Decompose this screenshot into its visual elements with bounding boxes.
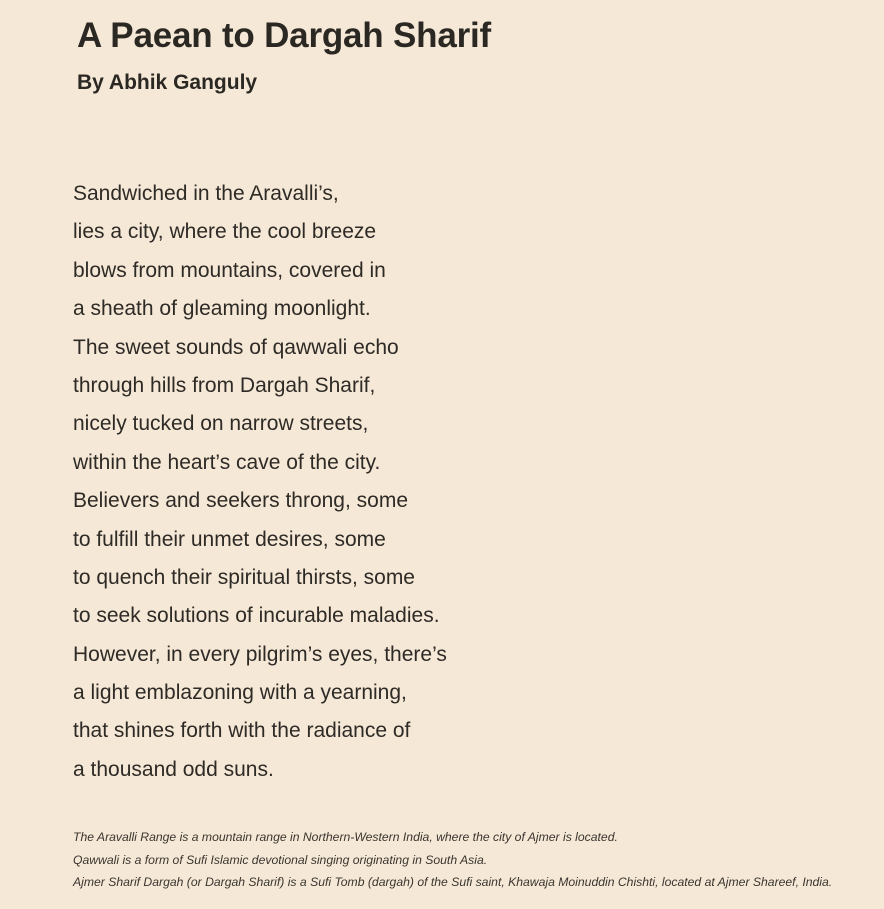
poem-line: within the heart’s cave of the city. — [73, 450, 381, 474]
page-title: A Paean to Dargah Sharif — [77, 16, 492, 55]
poem-line: nicely tucked on narrow streets, — [73, 412, 369, 436]
poem-line: lies a city, where the cool breeze — [73, 220, 377, 244]
poem-line: a light emblazoning with a yearning, — [73, 681, 407, 705]
footnote-qawwali: Qawwali is a form of Sufi Islamic devotional singing originating in South Asia. — [73, 852, 488, 867]
author-byline: By Abhik Ganguly — [77, 71, 258, 94]
poem-line: The sweet sounds of qawwali echo — [73, 335, 399, 359]
poem-body — [73, 175, 447, 789]
poem-line: Believers and seekers throng, some — [73, 489, 409, 513]
poem-line: blows from mountains, covered in — [73, 258, 386, 282]
poem-line: to fulfill their unmet desires, some — [73, 527, 386, 551]
poem-line: to seek solutions of incurable maladies. — [73, 604, 440, 628]
poem-line: a sheath of gleaming moonlight. — [73, 297, 371, 321]
poem-line: Sandwiched in the Aravalli’s, — [73, 182, 339, 205]
poem-line: that shines forth with the radiance of — [73, 719, 411, 743]
poem-line: a thousand odd suns. — [73, 757, 274, 781]
poem-line: to quench their spiritual thirsts, some — [73, 565, 415, 589]
poem-line: through hills from Dargah Sharif, — [73, 373, 376, 397]
footnote-aravalli: The Aravalli Range is a mountain range in Northern-Western India, where the city of Ajmer is located. — [73, 830, 618, 844]
poem-line: However, in every pilgrim’s eyes, there’s — [73, 642, 447, 666]
footnote-dargah: Ajmer Sharif Dargah (or Dargah Sharif) is a Sufi Tomb (dargah) of the Sufi saint, Khawaja Moinuddin Chishti, located at Ajmer Shareef, India. — [73, 875, 833, 890]
footnotes — [73, 826, 878, 894]
